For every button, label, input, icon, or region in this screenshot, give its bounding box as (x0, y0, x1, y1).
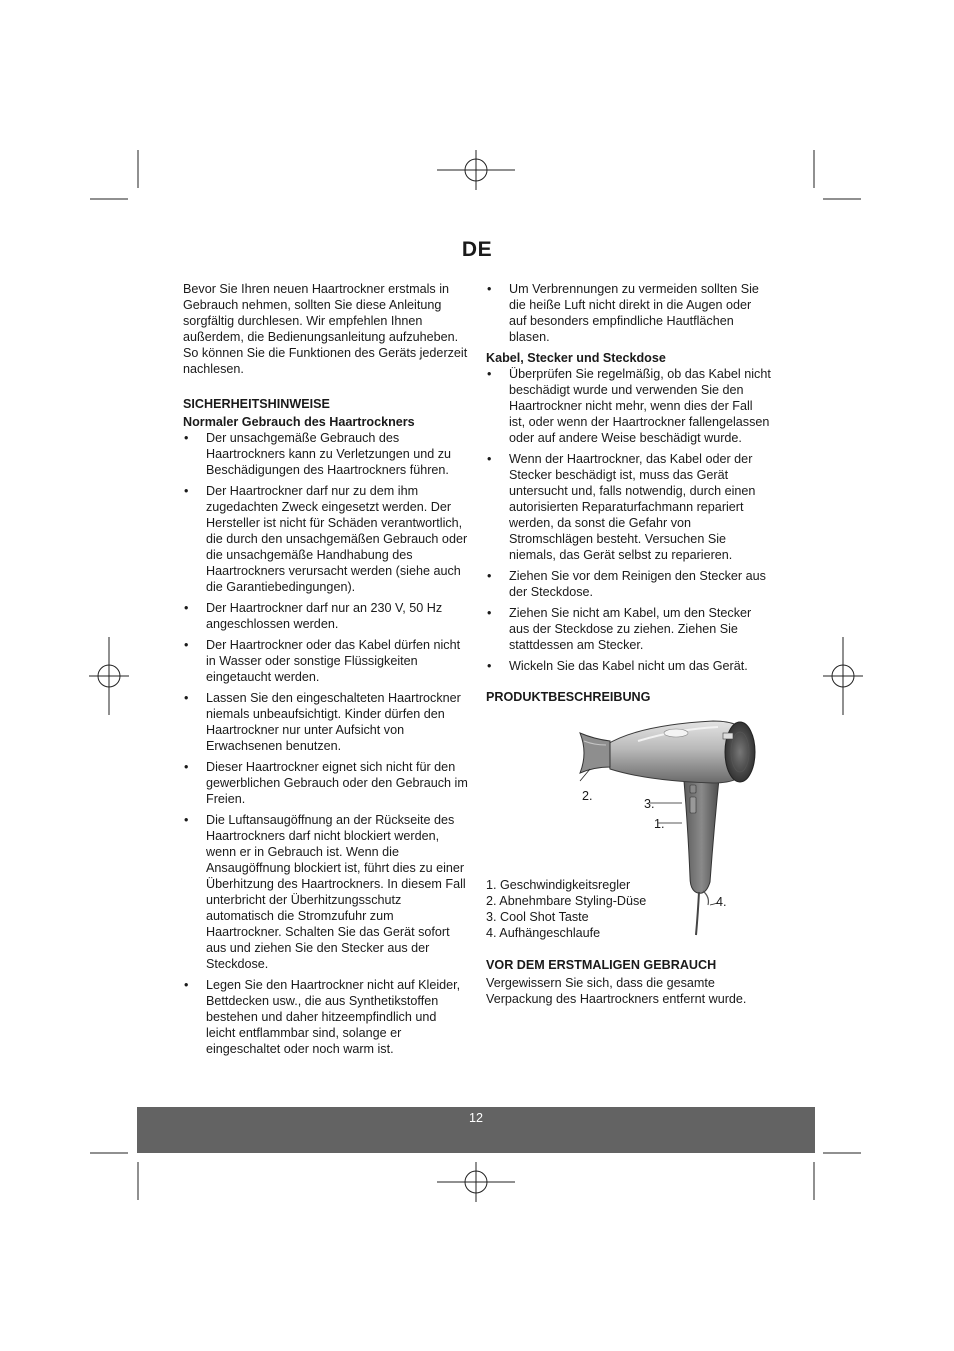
bullet: • (184, 760, 189, 774)
left-column (183, 281, 468, 1062)
list-item (486, 281, 771, 345)
callout-4: 4. (716, 895, 727, 909)
list-item-text: Legen Sie den Haartrockner nicht auf Kleider, Bettdecken usw., die aus Synthetikstoffen bestehen und daher hitzeempfindlich und leicht entflammbar sind, solange er eingeschaltet oder noch warm ist. (206, 978, 461, 1056)
callout-1: 1. (654, 817, 665, 831)
list-item-text: Ziehen Sie vor dem Reinigen den Stecker aus der Steckdose. (509, 569, 766, 599)
list-item (183, 600, 468, 632)
list-item (183, 690, 468, 754)
product-illustration-area (486, 707, 771, 953)
first-use-heading: VOR DEM ERSTMALIGEN GEBRAUCH (486, 958, 717, 972)
normal-use-list-continued (486, 281, 771, 345)
list-item-text: Der Haartrockner oder das Kabel dürfen nicht in Wasser oder sonstige Flüssigkeiten eingetaucht werden. (206, 638, 461, 684)
list-item-text: Wickeln Sie das Kabel nicht um das Gerät. (509, 659, 748, 673)
cable-heading: Kabel, Stecker und Steckdose (486, 351, 666, 365)
bullet: • (487, 452, 492, 466)
part-item: 4. Aufhängeschlaufe (486, 926, 601, 940)
bullet: • (184, 691, 189, 705)
list-item-text: Der unsachgemäße Gebrauch des Haartrockners kann zu Verletzungen und zu Beschädigungen des Haartrockners führen. (206, 431, 452, 477)
callout-3: 3. (644, 797, 655, 811)
list-item (486, 658, 771, 674)
list-item (183, 812, 468, 972)
bullet: • (487, 659, 492, 673)
list-item-text: Dieser Haartrockner eignet sich nicht für den gewerblichen Gebrauch oder den Gebrauch im Freien. (206, 760, 468, 806)
list-item (183, 977, 468, 1057)
callout-2: 2. (582, 789, 593, 803)
list-item-text: Der Haartrockner darf nur an 230 V, 50 Hz angeschlossen werden. (206, 601, 443, 631)
list-item (183, 759, 468, 807)
bullet: • (487, 569, 492, 583)
bullet: • (487, 367, 492, 381)
list-item-text: Die Luftansaugöffnung an der Rückseite des Haartrockners darf nicht blockiert werden, wenn er in Gebrauch ist. Wenn die Ansaugöffnung blockiert ist, führt dies zu einer Überhitzung des Haartrockners. In diesem Fall unterbricht der Überhitzungsschutz automatisch die Stromzufuhr zum Haartrockner. Schalten Sie das Gerät sofort aus und ziehen Sie den Stecker aus der Steckdose. (206, 813, 466, 971)
bullet: • (184, 601, 189, 615)
bullet: • (487, 606, 492, 620)
bullet: • (184, 638, 189, 652)
normal-use-heading: Normaler Gebrauch des Haartrockners (183, 415, 415, 429)
bullet: • (487, 282, 492, 296)
list-item-text: Um Verbrennungen zu vermeiden sollten Sie die heiße Luft nicht direkt in die Augen oder auf besonders empfindliche Hautflächen blasen. (509, 282, 759, 344)
part-item: 3. Cool Shot Taste (486, 910, 589, 924)
language-heading: DE (461, 238, 493, 261)
safety-heading: SICHERHEITSHINWEISE (183, 397, 330, 411)
bullet: • (184, 978, 189, 992)
list-item (486, 605, 771, 653)
list-item-text: Überprüfen Sie regelmäßig, ob das Kabel nicht beschädigt wurde und verwenden Sie den Haartrockner nicht mehr, wenn dies der Fall ist, oder wenn der Haartrockner fallengelassen oder auf andere Weise beschädigt wurde. (509, 367, 771, 445)
list-item (183, 637, 468, 685)
part-list (486, 877, 646, 941)
list-item-text: Ziehen Sie nicht am Kabel, um den Stecker aus der Steckdose zu ziehen. Ziehen Sie stattdessen am Stecker. (509, 606, 752, 652)
list-item-text: Der Haartrockner darf nur zu dem ihm zugedachten Zweck eingesetzt werden. Der Hersteller ist nicht für Schäden verantwortlich, die durch den unsachgemäßen Gebrauch oder die unsachgemäße Handhabung des Haartrockners verursacht werden (siehe auch die Garantiebedingungen). (206, 484, 468, 594)
part-item: 2. Abnehmbare Styling-Düse (486, 894, 647, 908)
part-item: 1. Geschwindigkeitsregler (486, 878, 631, 892)
normal-use-list (183, 430, 468, 1057)
list-item (183, 483, 468, 595)
footer-bar (137, 1107, 815, 1153)
list-item (486, 451, 771, 563)
list-item (486, 568, 771, 600)
list-item (486, 366, 771, 446)
bullet: • (184, 484, 189, 498)
product-heading: PRODUKTBESCHREIBUNG (486, 690, 651, 704)
list-item-text: Wenn der Haartrockner, das Kabel oder der Stecker beschädigt ist, muss das Gerät untersucht und, falls notwendig, durch einen autorisierten Reparaturfachmann repariert werden, da sonst die Gefahr von Stromschlägen besteht. Versuchen Sie niemals, das Gerät selbst zu reparieren. (509, 452, 756, 562)
right-column (486, 281, 771, 1007)
cable-list (486, 366, 771, 674)
bullet: • (184, 431, 189, 445)
page-number: 12 (468, 1111, 483, 1125)
first-use-text: Vergewissern Sie sich, dass die gesamte Verpackung des Haartrockners entfernt wurde. (486, 976, 747, 1006)
list-item-text: Lassen Sie den eingeschalteten Haartrockner niemals unbeaufsichtigt. Kinder dürfen den Haartrockner nur unter Aufsicht von Erwachsenen benutzen. (206, 691, 461, 753)
intro-paragraph: Bevor Sie Ihren neuen Haartrockner erstmals in Gebrauch nehmen, sollten Sie diese Anleitung sorgfältig durchlesen. Wir empfehlen Ihnen außerdem, die Bedienungsanleitung aufzuheben. So können Sie die Funktionen des Geräts jederzeit nachlesen. (183, 282, 468, 376)
list-item (183, 430, 468, 478)
bullet: • (184, 813, 189, 827)
